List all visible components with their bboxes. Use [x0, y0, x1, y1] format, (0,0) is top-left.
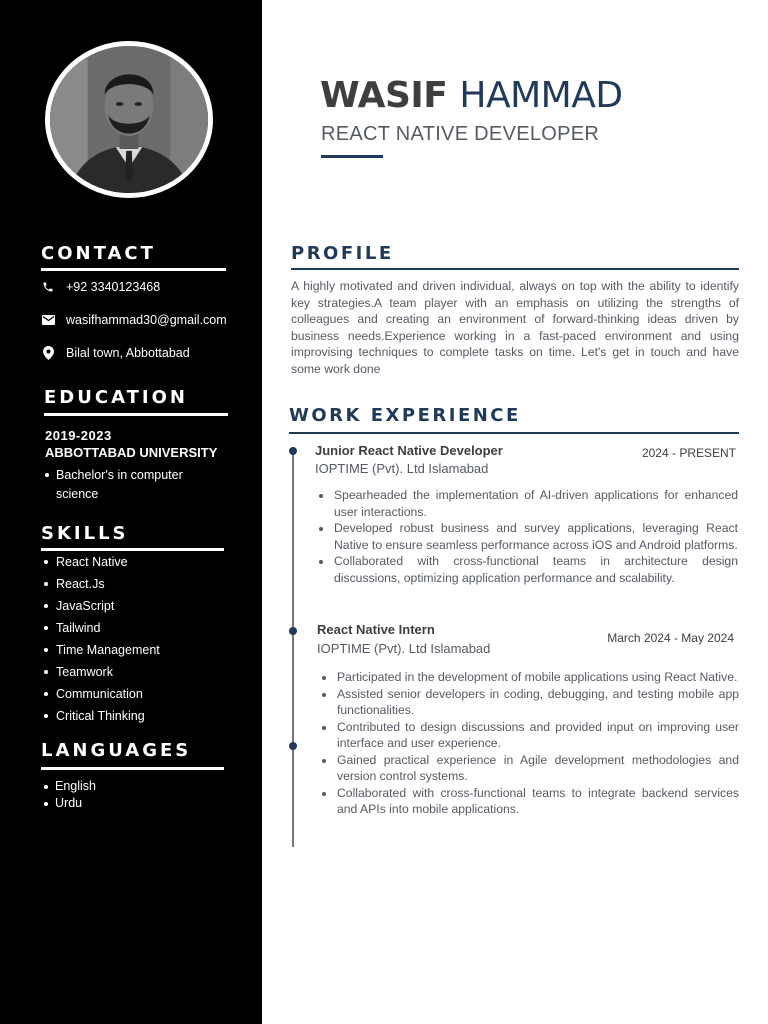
contact-address [41, 346, 190, 360]
education-details [45, 466, 220, 504]
timeline-dot [289, 447, 297, 455]
job-bullet: Contributed to design discussions and provided input on improving user interface and user experience. [317, 719, 739, 752]
email-address: wasifhammad30@gmail.com [66, 313, 227, 327]
job-bullets [317, 669, 739, 818]
education-divider [44, 413, 228, 416]
education-years: 2019-2023 [45, 428, 112, 443]
languages-list [44, 778, 96, 811]
skill-item: Teamwork [44, 661, 160, 683]
phone-number: +92 3340123468 [66, 280, 161, 294]
job-company: IOPTIME (Pvt). Ltd Islamabad [317, 641, 491, 656]
skill-item: Tailwind [44, 617, 160, 639]
skill-item: Time Management [44, 639, 160, 661]
job-title: React Native Intern [317, 622, 435, 637]
timeline-dot [289, 627, 297, 635]
job-bullet: Developed robust business and survey applications, leveraging React Native to ensure seamless performance across iOS and Android platforms. [314, 520, 738, 553]
job-bullet: Collaborated with cross-functional teams to integrate backend services and APIs into mobile applications. [317, 785, 739, 818]
languages-divider [41, 767, 224, 770]
job-bullets [314, 487, 738, 586]
timeline-dot [289, 742, 297, 750]
contact-heading: CONTACT [41, 243, 156, 264]
profile-divider [291, 268, 739, 270]
job-company: IOPTIME (Pvt). Ltd Islamabad [315, 461, 489, 476]
location-pin-icon [41, 346, 55, 360]
job-bullet: Participated in the development of mobile applications using React Native. [317, 669, 739, 686]
contact-divider [41, 268, 226, 271]
job-dates: March 2024 - May 2024 [607, 631, 734, 645]
job-role: REACT NATIVE DEVELOPER [321, 123, 600, 145]
timeline-line [292, 451, 294, 847]
job-title: Junior React Native Developer [315, 443, 503, 458]
skill-item: React Native [44, 551, 160, 573]
education-school: ABBOTTABAD UNIVERSITY [45, 445, 218, 460]
skill-item: React.Js [44, 573, 160, 595]
experience-heading: WORK EXPERIENCE [289, 405, 521, 426]
education-degree: Bachelor's in computer science [45, 466, 220, 504]
experience-divider [289, 432, 739, 434]
sidebar [0, 0, 262, 1024]
language-item: Urdu [44, 795, 96, 812]
skill-item: Critical Thinking [44, 705, 160, 727]
contact-phone [41, 280, 160, 294]
skill-item: JavaScript [44, 595, 160, 617]
role-underline [321, 155, 383, 158]
last-name: HAMMAD [459, 75, 623, 116]
profile-heading: PROFILE [291, 243, 394, 264]
envelope-icon [41, 313, 55, 327]
job-bullet: Gained practical experience in Agile development methodologies and version control systems. [317, 752, 739, 785]
job-bullet: Collaborated with cross-functional teams in architecture design discussions, optimizing application performance and scalability. [314, 553, 738, 586]
skills-list [44, 551, 160, 727]
address-text: Bilal town, Abbottabad [66, 346, 190, 360]
person-name [320, 74, 623, 118]
profile-summary: A highly motivated and driven individual, always on top with the ability to identify key strategies.A team player with an emphasis on utilizing the strengths of colleagues and creating an environment of forward-thinking ideas driven by business needs.Experience working in a fast-paced environment and using improvising techniques to complete tasks on time. Let's get in touch and have some work done [291, 279, 739, 376]
job-bullet: Assisted senior developers in coding, debugging, and testing mobile app functionalities. [317, 686, 739, 719]
skills-heading: SKILLS [41, 523, 129, 544]
phone-icon [41, 280, 55, 294]
languages-heading: LANGUAGES [41, 740, 192, 761]
profile-photo [45, 41, 213, 198]
skill-item: Communication [44, 683, 160, 705]
education-heading: EDUCATION [44, 387, 188, 408]
language-item: English [44, 778, 96, 795]
job-bullet: Spearheaded the implementation of AI-driven applications for enhanced user interactions. [314, 487, 738, 520]
job-dates: 2024 - PRESENT [641, 446, 736, 460]
first-name: WASIF [320, 75, 448, 116]
contact-email [41, 313, 227, 327]
